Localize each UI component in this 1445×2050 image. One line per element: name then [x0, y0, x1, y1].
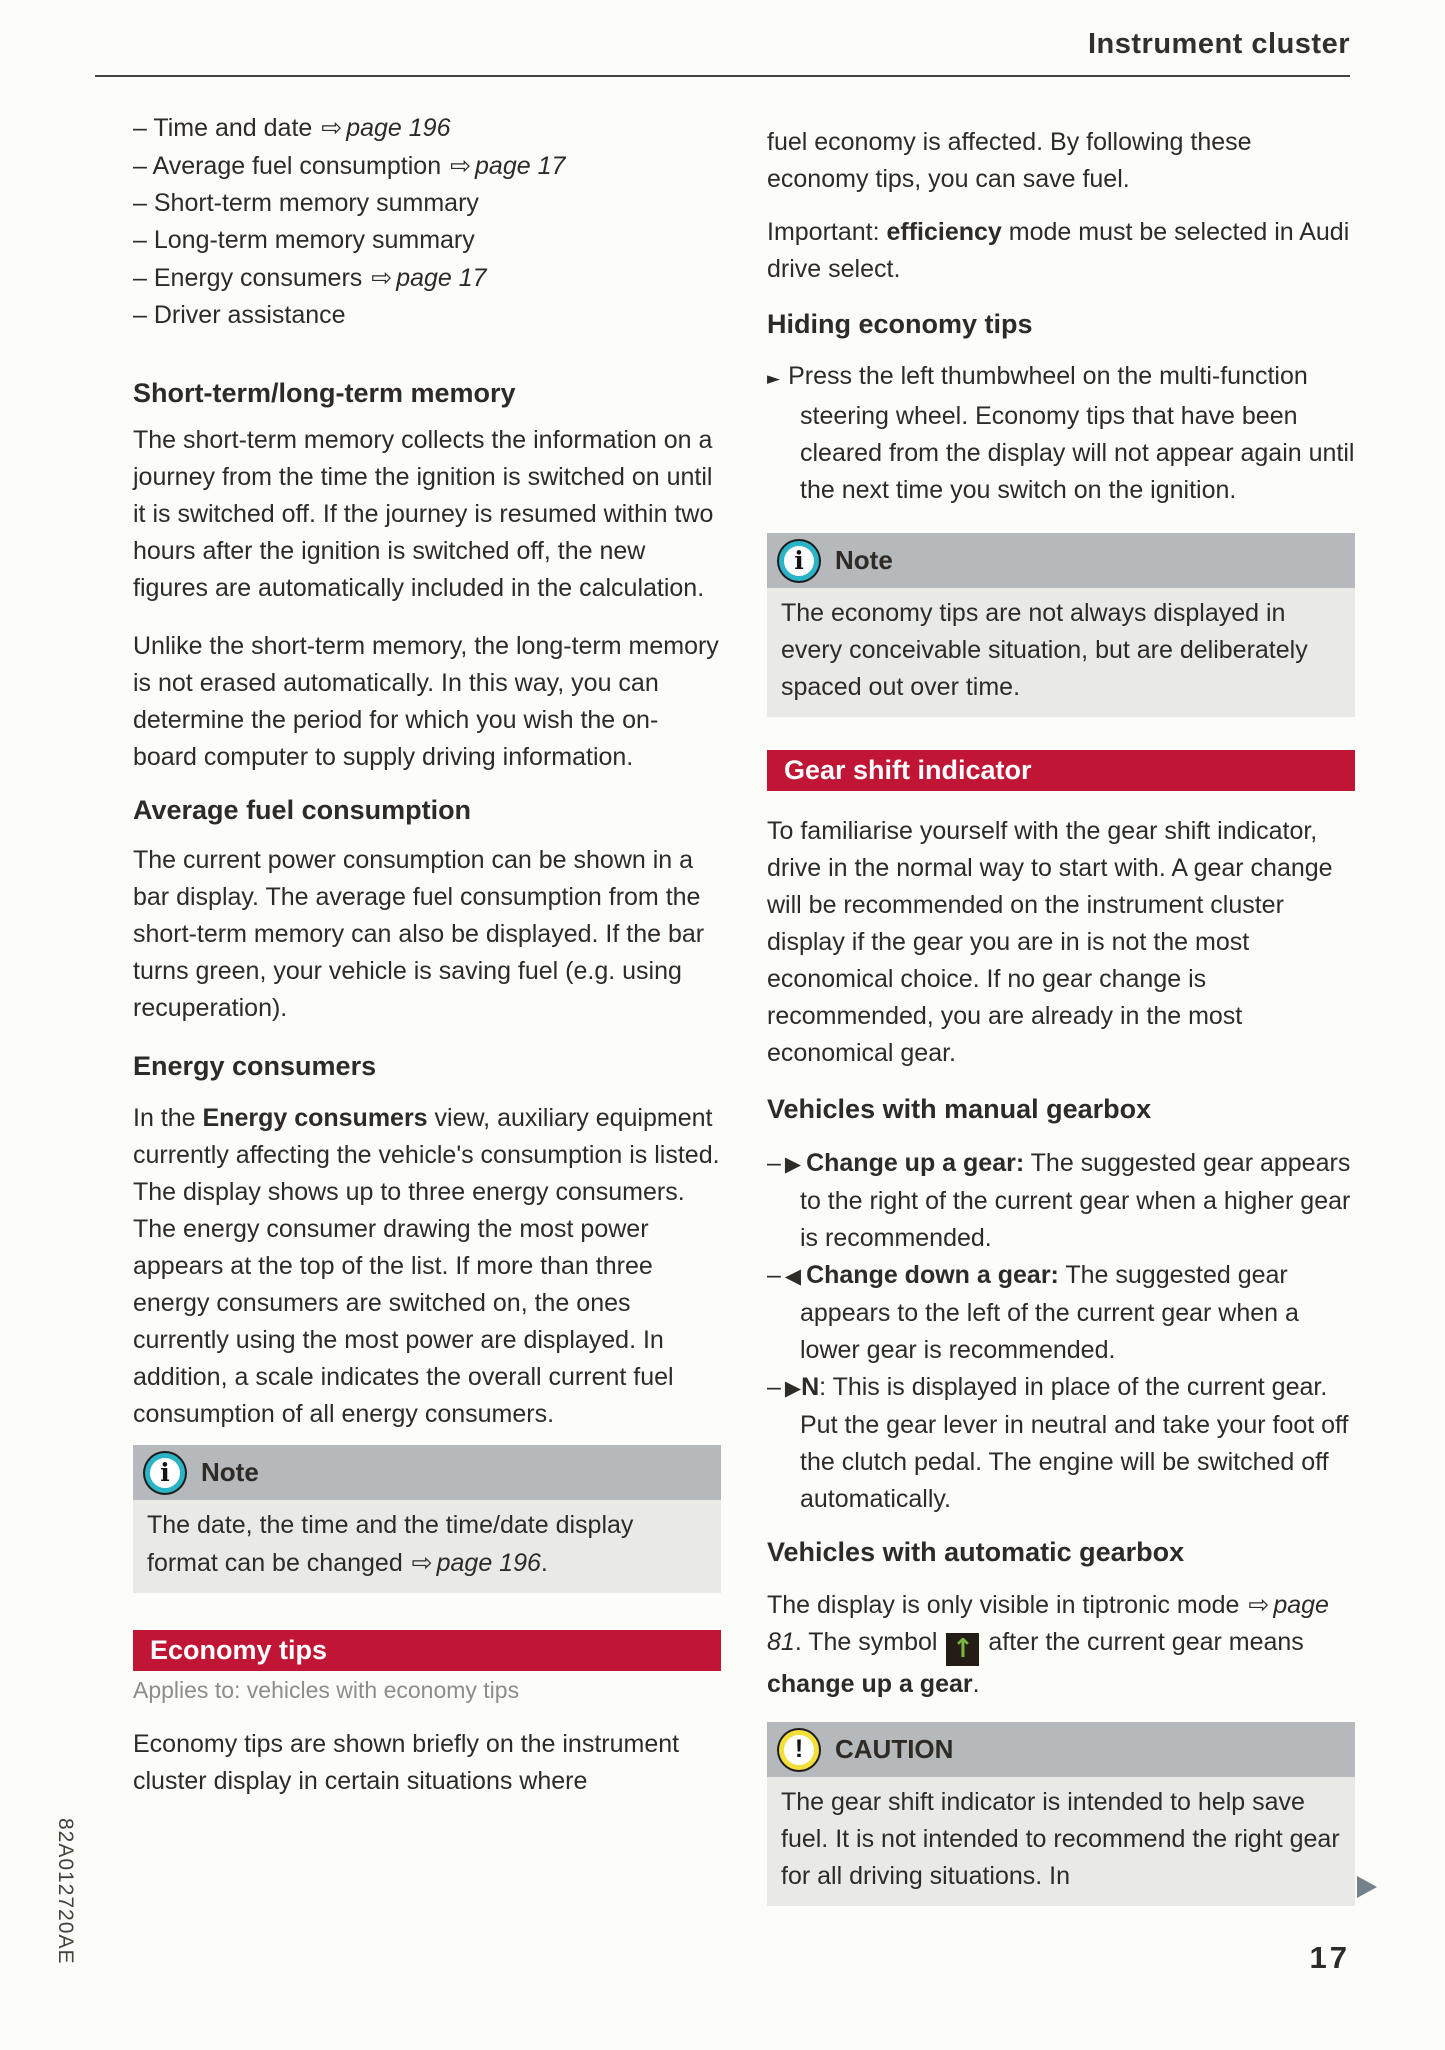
caution-box — [767, 1722, 1355, 1906]
list-item-neutral: – ▶N: This is displayed in place of the current gear. Put the gear lever in neutral and take your foot off the clutch pedal. The engine will be switched off automatically. — [767, 1373, 1349, 1513]
toc-item-time-and-date: – Time and date ⇨ page 196 — [133, 113, 451, 142]
continuation-arrow-icon — [1357, 1876, 1377, 1898]
info-icon: i — [779, 541, 819, 581]
note-box-header — [133, 1445, 721, 1500]
heading-short-long-term-memory: Short-term/long-term memory — [133, 378, 516, 408]
list-item-change-up: – ▶ Change up a gear: The suggested gear appears to the right of the current gear when a higher gear is recommended. — [767, 1149, 1351, 1252]
note-box-title: Note — [835, 545, 893, 575]
right-column — [767, 124, 1355, 1906]
dash-bullet: – — [133, 264, 147, 292]
applies-to-note: Applies to: vehicles with economy tips — [133, 1677, 520, 1703]
dash-bullet: – — [133, 226, 147, 254]
section-banner-gear-shift-indicator: Gear shift indicator — [767, 750, 1355, 791]
shift-up-symbol-icon: ↑ — [946, 1633, 979, 1666]
caution-box-header — [767, 1722, 1355, 1777]
page-number: 17 — [1309, 1940, 1350, 1975]
bold-change-up-a-gear: change up a gear — [767, 1670, 973, 1698]
heading-hiding-economy-tips: Hiding economy tips — [767, 309, 1033, 339]
caution-box-title: CAUTION — [835, 1734, 954, 1764]
bold-efficiency: efficiency — [886, 218, 1002, 246]
toc-item-long-term-memory: – Long-term memory summary — [133, 226, 475, 254]
step-bullet-icon: ► — [767, 369, 781, 389]
dash-bullet: – — [767, 1373, 781, 1401]
paragraph-energy-consumers: In the Energy consumers view, auxiliary equipment currently affecting the vehicle's consumption is listed. The display shows up to three energy consumers. The energy consumer drawing the most power appears at the top of the list. If more than three energy consumers are switched on, the ones currently using the most power are displayed. In addition, a scale indicates the overall current fuel consumption of all energy consumers. — [133, 1104, 720, 1428]
paragraph-average-fuel: The current power consumption can be shown in a bar display. The average fuel consumption from the short-term memory can also be displayed. If the bar turns green, your vehicle is saving fuel (e.g. using recuperation). — [133, 846, 705, 1022]
page-header — [95, 28, 1350, 77]
gear-indicator-list — [767, 1145, 1355, 1518]
list-item-change-down: – ◀ Change down a gear: The suggested gear appears to the left of the current gear when a lower gear is recommended. — [767, 1261, 1299, 1364]
caution-icon: ! — [779, 1730, 819, 1770]
note-box-body: The economy tips are not always displayed in every conceivable situation, but are deliberately spaced out over time. — [767, 588, 1355, 717]
toc-item-energy-consumers: – Energy consumers ⇨ page 17 — [133, 263, 487, 292]
note-box-body: The date, the time and the time/date display format can be changed ⇨ page 196. — [133, 1500, 721, 1593]
dash-bullet: – — [767, 1149, 781, 1177]
paragraph-gear-intro: To familiarise yourself with the gear shift indicator, drive in the normal way to start with. A gear change will be recommended on the instrument cluster display if the gear you are in is not the most economical choice. If no gear change is recommended, you are already in the most economical gear. — [767, 817, 1333, 1067]
neutral-triangle-icon: ▶ — [784, 1376, 802, 1400]
xref-arrow-icon: ⇨ — [450, 151, 472, 180]
note-box-title: Note — [201, 1457, 259, 1487]
dash-bullet: – — [133, 152, 147, 180]
step-press-thumbwheel: ► Press the left thumbwheel on the multi-function steering wheel. Economy tips that have been cleared from the display will not appear again until the next time you switch on the ignition. — [767, 362, 1355, 504]
note-box-header — [767, 533, 1355, 588]
page-reference: page 17 — [475, 152, 566, 180]
toc-item-driver-assistance: – Driver assistance — [133, 301, 346, 329]
up-shift-triangle-icon: ▶ — [784, 1152, 802, 1176]
note-box — [133, 1445, 721, 1593]
page-title: Instrument cluster — [1088, 28, 1350, 60]
heading-energy-consumers: Energy consumers — [133, 1051, 377, 1081]
xref-arrow-icon: ⇨ — [371, 263, 393, 292]
dash-bullet: – — [133, 189, 147, 217]
toc-item-average-fuel: – Average fuel consumption ⇨ page 17 — [133, 151, 566, 180]
caution-box-body: The gear shift indicator is intended to help save fuel. It is not intended to recommend the right gear for all driving situations. In — [767, 1777, 1355, 1906]
toc-list — [133, 109, 721, 334]
dash-bullet: – — [133, 114, 147, 142]
heading-average-fuel-consumption: Average fuel consumption — [133, 795, 472, 825]
xref-arrow-icon: ⇨ — [411, 1548, 433, 1577]
page-reference: page 196 — [436, 1549, 541, 1577]
page-reference: page 196 — [346, 114, 451, 142]
down-shift-triangle-icon: ◀ — [784, 1264, 802, 1288]
paragraph-continuation: fuel economy is affected. By following these economy tips, you can save fuel. — [767, 128, 1252, 193]
heading-automatic-gearbox: Vehicles with automatic gearbox — [767, 1537, 1185, 1567]
dash-bullet: – — [767, 1261, 781, 1289]
document-code: 82A012720AE — [54, 1818, 77, 1965]
toc-item-short-term-memory: – Short-term memory summary — [133, 189, 479, 217]
paragraph-automatic-gearbox: The display is only visible in tiptronic mode ⇨ page 81. The symbol ↑ after the current gear means change up a gear. — [767, 1590, 1329, 1698]
paragraph-important: Important: efficiency mode must be selected in Audi drive select. — [767, 218, 1350, 283]
page-reference: page 81 — [767, 1591, 1329, 1656]
paragraph-memory-1: The short-term memory collects the information on a journey from the time the ignition is switched on until it is switched off. If the journey is resumed within two hours after the ignition is switched off, the new figures are automatically included in the calculation. — [133, 426, 714, 602]
heading-manual-gearbox: Vehicles with manual gearbox — [767, 1094, 1152, 1124]
paragraph-memory-2: Unlike the short-term memory, the long-term memory is not erased automatically. In this way, you can determine the period for which you wish the on-board computer to supply driving information. — [133, 632, 719, 771]
paragraph-economy-tips: Economy tips are shown briefly on the instrument cluster display in certain situations where — [133, 1730, 680, 1795]
xref-arrow-icon: ⇨ — [1248, 1590, 1270, 1619]
bold-energy-consumers: Energy consumers — [202, 1104, 428, 1132]
dash-bullet: – — [133, 301, 147, 329]
page-reference: page 17 — [396, 264, 487, 292]
left-column — [133, 109, 721, 1800]
xref-arrow-icon: ⇨ — [321, 113, 343, 142]
section-banner-economy-tips: Economy tips — [133, 1630, 721, 1671]
info-icon: i — [145, 1453, 185, 1493]
note-box — [767, 533, 1355, 717]
